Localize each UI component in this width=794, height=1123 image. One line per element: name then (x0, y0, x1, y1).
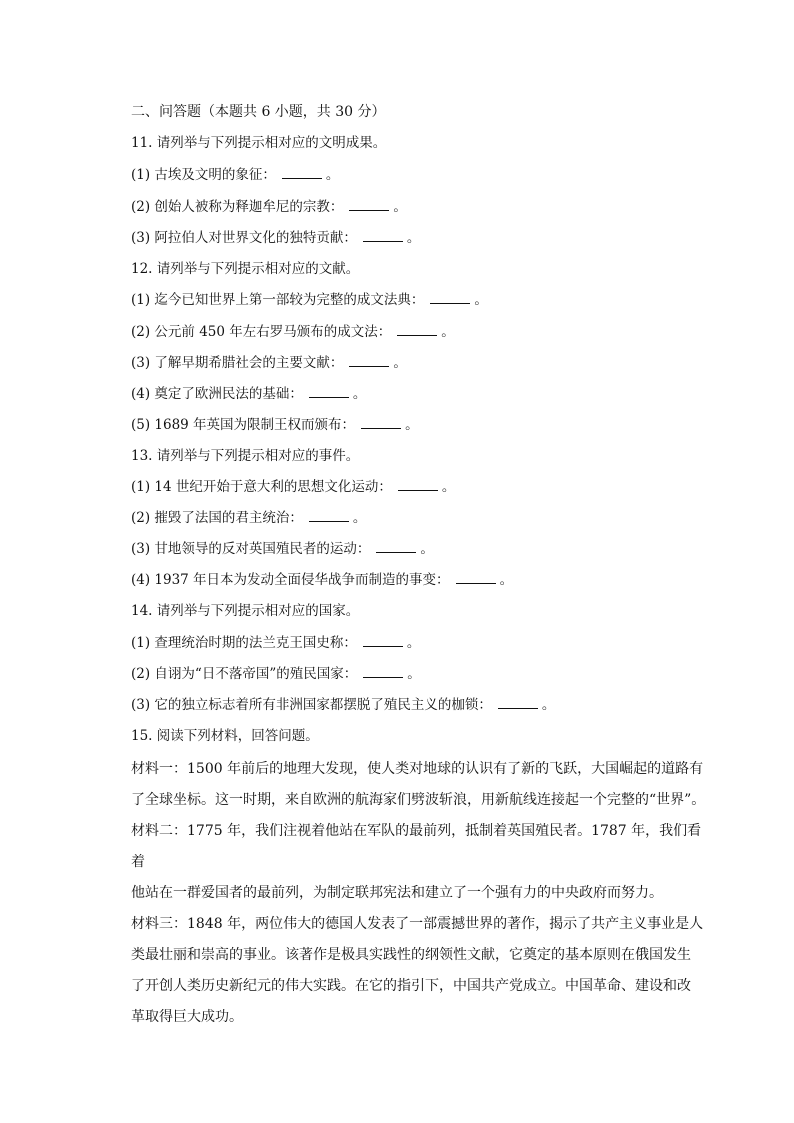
q12-item-1 (131, 291, 488, 309)
q12-item-5 (131, 416, 419, 434)
q12-item-4 (131, 385, 366, 403)
item-end: 。 (420, 541, 434, 557)
item-end: 。 (474, 292, 488, 308)
section-title: 二、问答题（本题共 6 小题，共 30 分） (131, 104, 386, 120)
item-end: 。 (352, 510, 367, 526)
item-end: 。 (406, 635, 421, 651)
answer-blank (498, 696, 538, 709)
answer-blank (361, 416, 401, 429)
item-text: (2) 公元前 450 年左右罗马颁布的成文法： (131, 324, 392, 340)
q14-item-2 (131, 665, 421, 683)
answer-blank (398, 478, 438, 491)
material-line: 了全球坐标。这一时期，来自欧洲的航海家们劈波斩浪，用新航线连接起一个完整的“世界”。 (131, 792, 706, 808)
answer-blank (349, 198, 389, 211)
item-end: 。 (405, 417, 419, 433)
item-text: (1) 迄今已知世界上第一部较为完整的成文法典： (131, 292, 425, 308)
q12-item-2 (131, 323, 455, 341)
item-text: (3) 它的独立标志着所有非洲国家都摆脱了殖民主义的枷锁： (131, 697, 492, 713)
q12-item-3 (131, 354, 407, 372)
material-line: 材料三：1848 年，两位伟大的德国人发表了一部震撼世界的著作，揭示了共产主义事业是人 (131, 916, 704, 932)
q14-item-3 (131, 696, 555, 714)
material-line: 革取得巨大成功。 (131, 1009, 243, 1025)
item-end: 。 (393, 355, 407, 371)
material-line: 类最壮丽和崇高的事业。该著作是极具实践性的纲领性文献，它奠定的基本原则在俄国发生 (131, 947, 691, 963)
question-13-stem: 13. 请列举与下列提示相对应的事件。 (131, 448, 360, 464)
item-text: (4) 奠定了欧洲民法的基础： (131, 386, 303, 402)
item-end: 。 (499, 572, 514, 588)
material-line: 了开创人类历史新纪元的伟大实践。在它的指引下，中国共产党成立。中国革命、建设和改 (131, 978, 691, 994)
item-text: (3) 了解早期希腊社会的主要文献： (131, 355, 344, 371)
answer-blank (282, 166, 322, 179)
item-text: (4) 1937 年日本为发动全面侵华战争而制造的事变： (131, 572, 450, 588)
q13-item-1 (131, 478, 455, 496)
q14-item-1 (131, 634, 420, 652)
item-text: (3) 阿拉伯人对世界文化的独特贡献： (131, 230, 357, 246)
item-text: (5) 1689 年英国为限制王权而颁布： (131, 417, 356, 433)
item-text: (3) 甘地领导的反对英国殖民者的运动： (131, 541, 371, 557)
item-end: 。 (406, 230, 421, 246)
item-end: 。 (441, 479, 456, 495)
answer-blank (349, 354, 389, 367)
q13-item-2 (131, 509, 366, 527)
q11-item-3 (131, 229, 420, 247)
item-end: 。 (541, 697, 556, 713)
answer-blank (430, 291, 470, 304)
question-15-stem: 15. 阅读下列材料，回答问题。 (131, 728, 319, 744)
material-line: 材料一：1500 年前后的地理大发现，使人类对地球的认识有了新的飞跃，大国崛起的道路有 (131, 761, 704, 777)
material-line: 他站在一群爱国者的最前列，为制定联邦宪法和建立了一个强有力的中央政府而努力。 (131, 885, 663, 901)
answer-blank (363, 665, 403, 678)
answer-blank (309, 385, 349, 398)
q13-item-4 (131, 571, 513, 589)
answer-blank (363, 229, 403, 242)
question-14-stem: 14. 请列举与下列提示相对应的国家。 (131, 603, 360, 619)
answer-blank (397, 323, 437, 336)
item-text: (2) 创始人被称为释迦牟尼的宗教： (131, 199, 344, 215)
item-end: 。 (352, 386, 367, 402)
q11-item-2 (131, 198, 407, 216)
answer-blank (376, 540, 416, 553)
item-text: (2) 自诩为“日不落帝国”的殖民国家： (131, 666, 358, 682)
question-12-stem: 12. 请列举与下列提示相对应的文献。 (131, 261, 360, 277)
q11-item-1 (131, 166, 339, 184)
item-end: 。 (325, 167, 340, 183)
answer-blank (456, 571, 496, 584)
item-text: (1) 查理统治时期的法兰克王国史称： (131, 635, 357, 651)
material-line: 材料二：1775 年，我们注视着他站在军队的最前列，抵制着英国殖民者。1787 年，我们看着 (131, 823, 702, 870)
materials-passage (131, 754, 711, 1033)
item-end: 。 (407, 666, 421, 682)
item-end: 。 (393, 199, 407, 215)
question-11-stem: 11. 请列举与下列提示相对应的文明成果。 (131, 135, 387, 151)
answer-blank (363, 634, 403, 647)
item-text: (1) 古埃及文明的象征： (131, 167, 276, 183)
item-end: 。 (441, 324, 455, 340)
item-text: (2) 摧毁了法国的君主统治： (131, 510, 303, 526)
answer-blank (309, 509, 349, 522)
q13-item-3 (131, 540, 434, 558)
item-text: (1) 14 世纪开始于意大利的思想文化运动： (131, 479, 392, 495)
